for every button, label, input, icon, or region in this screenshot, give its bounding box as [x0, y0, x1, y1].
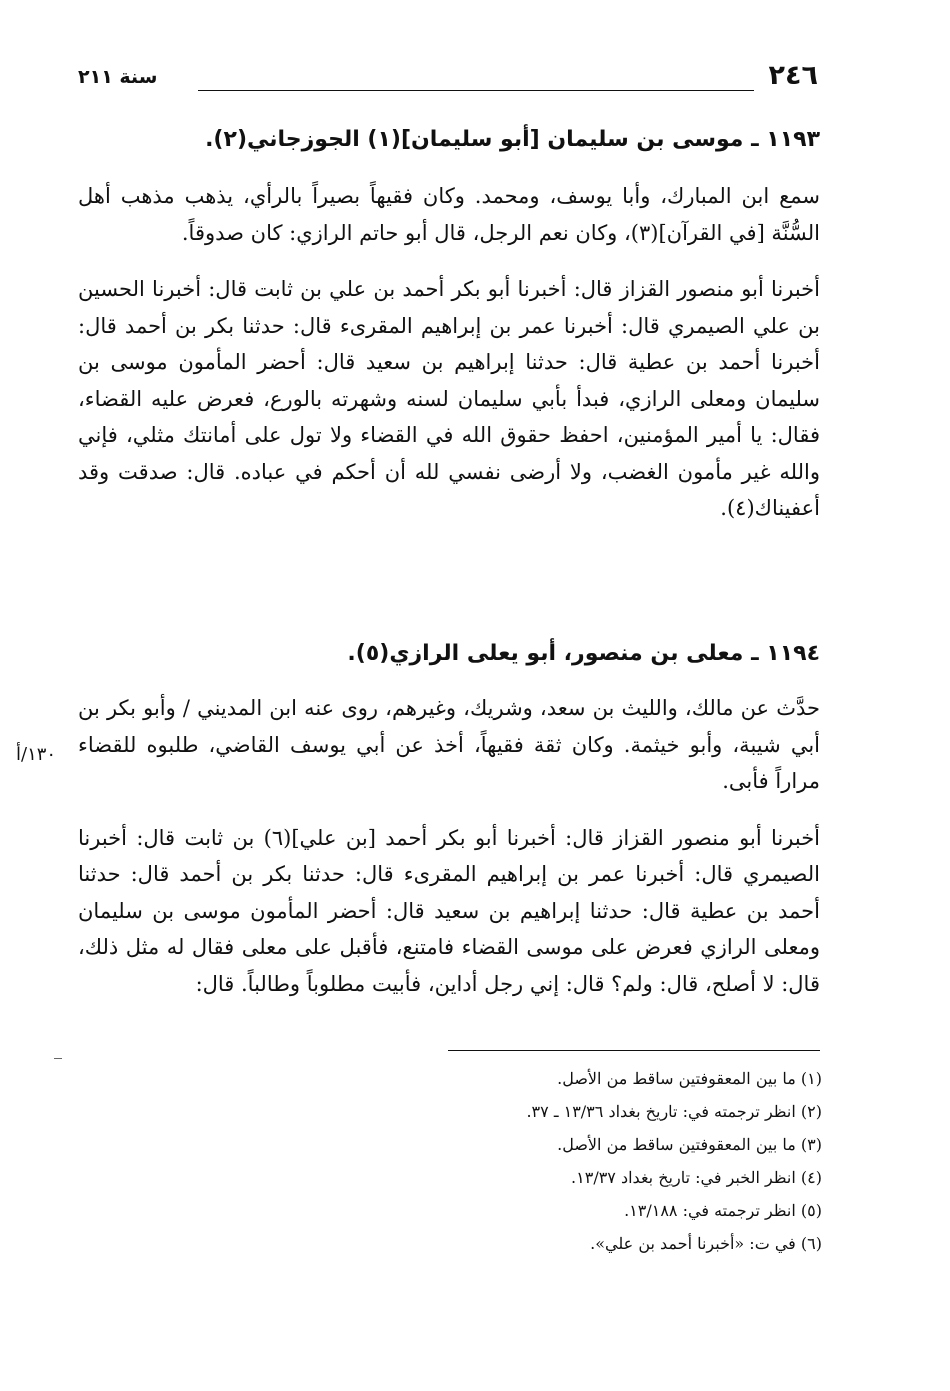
footnote: (٥) انظر ترجمته في: ١٣/١٨٨.: [624, 1201, 822, 1220]
entry-1193: [78, 120, 820, 527]
scan-mark: [54, 1058, 62, 1059]
entry-paragraph: سمع ابن المبارك، وأبا يوسف، ومحمد. وكان فقيهاً بصيراً بالرأي، يذهب مذهب أهل السُّنَّة [في القرآن](٣)، وكان نعم الرجل، قال أبو حاتم الرازي: كان صدوقاً.: [78, 184, 820, 245]
entry-1194: [78, 634, 820, 1002]
footnote: (٤) انظر الخبر في: تاريخ بغداد ١٣/٣٧.: [571, 1168, 822, 1187]
footnotes: [78, 1062, 822, 1260]
footnote-separator: [448, 1050, 820, 1051]
footnote: (١) ما بين المعقوفتين ساقط من الأصل.: [557, 1069, 822, 1088]
header-rule: [198, 90, 754, 91]
page-number: ٢٤٦: [768, 60, 818, 91]
footnote: (٦) في ت: «أخبرنا أحمد بن علي».: [590, 1234, 822, 1253]
entry-paragraph: أخبرنا أبو منصور القزاز قال: أخبرنا أبو بكر أحمد [بن علي](٦) بن ثابت قال: أخبرنا الصيمري قال: أخبرنا عمر بن إبراهيم المقرىء قال: حدثنا بكر بن أحمد قال: حدثنا أحمد بن عطية قال: حدثنا إبراهيم بن سعيد قال: أحضر المأمون موسى بن سليمان ومعلى الرازي فعرض على موسى القضاء فامتنع، فأقبل على معلى فقال له مثل ذلك، قال: لا أصلح، قال: ولم؟ قال: إني رجل أداين، فأبيت مطلوباً وطالباً. قال:: [78, 825, 821, 996]
entry-heading: ١١٩٤ ـ معلى بن منصور، أبو يعلى الرازي(٥).: [347, 641, 820, 666]
footnote: (٢) انظر ترجمته في: تاريخ بغداد ١٣/٣٦ ـ ٣٧.: [526, 1102, 822, 1121]
entry-paragraph: أخبرنا أبو منصور القزاز قال: أخبرنا أبو بكر أحمد بن علي بن ثابت قال: أخبرنا الحسين بن علي الصيمري قال: أخبرنا عمر بن إبراهيم المقرىء قال: حدثنا بكر بن أحمد قال: أخبرنا أحمد بن عطية قال: حدثنا إبراهيم بن سعيد قال: أحضر المأمون موسى بن سليمان ومعلى الرازي، فبدأ بأبي سليمان لسنه وشهرته بالورع، فعرض عليه القضاء، فقال: يا أمير المؤمنين، احفظ حقوق الله في القضاء ولا تول على أمانتك مثلي، فإني والله غير مأمون الغضب، ولا أرضى نفسي لله أن أحكم في عباده. قال: صدقت وقد أعفيناك(٤).: [78, 277, 820, 520]
manuscript-folio-note: ١٣٠/أ: [16, 744, 57, 765]
entry-heading: ١١٩٣ ـ موسى بن سليمان [أبو سليمان](١) الجوزجاني(٢).: [205, 127, 820, 152]
running-title-year: سنة ٢١١: [78, 66, 158, 88]
entry-paragraph: حدَّث عن مالك، والليث بن سعد، وشريك، وغيرهم، روى عنه ابن المديني / وأبو بكر بن أبي شيبة، وأبو خيثمة. وكان ثقة فقيهاً، أخذ عن أبي يوسف القاضي، طلبوه للقضاء مراراً فأبى.: [78, 696, 820, 793]
running-header: [78, 60, 818, 100]
footnote: (٣) ما بين المعقوفتين ساقط من الأصل.: [557, 1135, 822, 1154]
